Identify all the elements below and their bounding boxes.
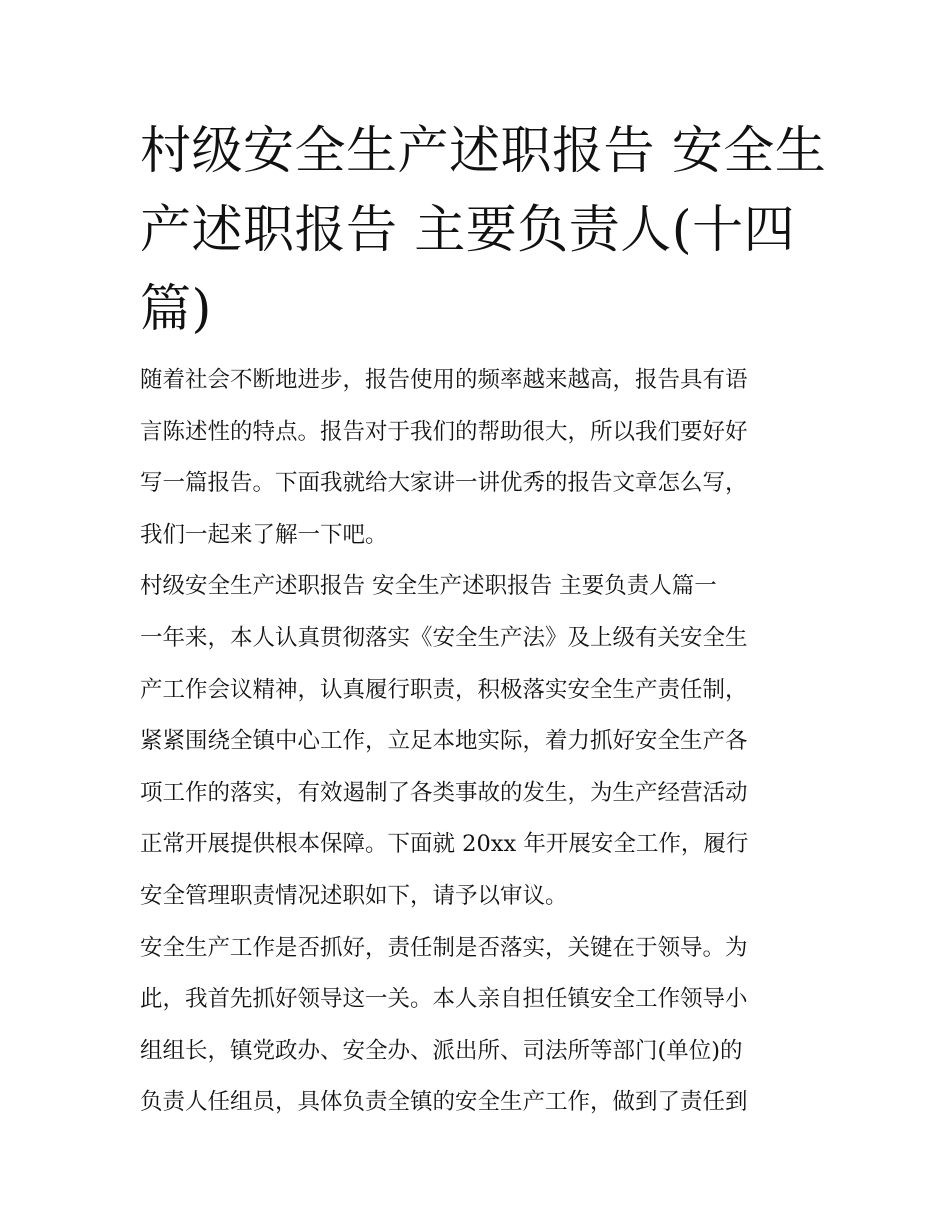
text-line: 负责人任组员，具体负责全镇的安全生产工作，做到了责任到 [140,1089,748,1116]
body-paragraph-2 [140,923,830,1129]
text-line: 产工作会议精神，认真履行职责，积极落实安全生产责任制， [140,676,748,703]
text-line: 随着社会不断地进步，报告使用的频率越来越高，报告具有语 [140,367,748,393]
title-line: 篇) [140,280,212,339]
text-line: 安全管理职责情况述职如下，请予以审议。 [140,882,568,909]
text-line: 组组长，镇党政办、安全办、派出所、司法所等部门(单位)的 [140,1037,743,1064]
text-line: 项工作的落实，有效遏制了各类事故的发生，为生产经营活动 [140,779,748,806]
text-line: 此，我首先抓好领导这一关。本人亲自担任镇安全工作领导小 [140,986,748,1013]
body-paragraph-1 [140,613,830,923]
text-line: 紧紧围绕全镇中心工作，立足本地实际，着力抓好安全生产各 [140,728,748,755]
text-line: 安全生产工作是否抓好，责任制是否落实，关键在于领导。为 [140,934,748,961]
text-line: 写一篇报告。下面我就给大家讲一讲优秀的报告文章怎么写， [140,470,748,497]
text-line: 言陈述性的特点。报告对于我们的帮助很大，所以我们要好好 [140,418,748,445]
text-line: 我们一起来了解一下吧。 [140,521,388,548]
intro-paragraph [140,355,830,561]
title-line: 村级安全生产述职报告 安全生 [140,122,827,181]
section-heading: 村级安全生产述职报告 安全生产述职报告 主要负责人篇一 [140,573,717,600]
title-line: 产述职报告 主要负责人(十四 [140,201,796,260]
text-line: 一年来，本人认真贯彻落实《安全生产法》及上级有关安全生 [140,624,748,651]
text-line: 正常开展提供根本保障。下面就 20xx 年开展安全工作，履行 [140,831,749,858]
document-title [140,112,827,349]
document-body [140,355,830,1129]
